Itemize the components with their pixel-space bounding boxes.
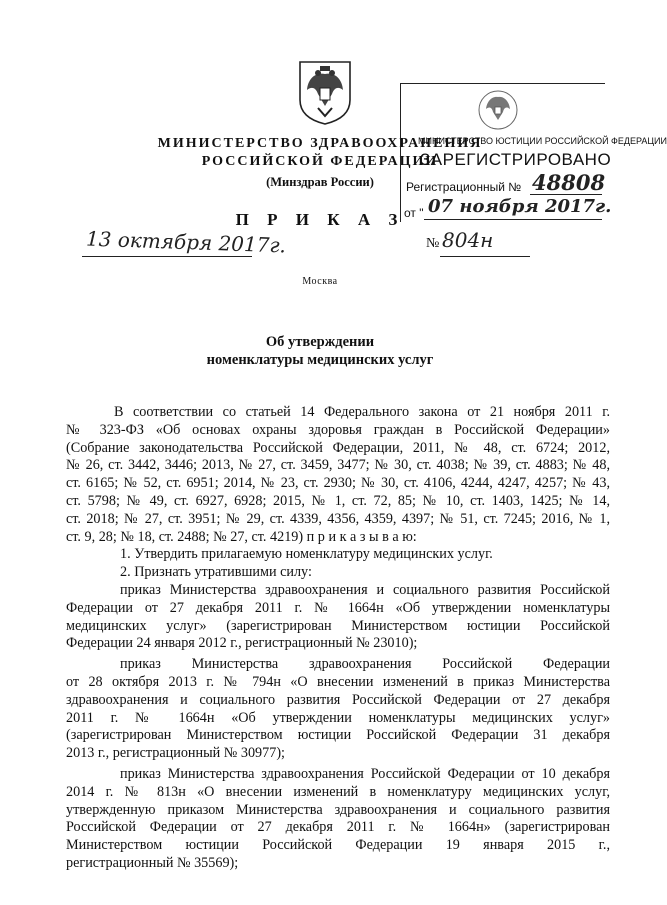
body-line: медицинских услуг» (зарегистрирован Министерством юстиции Российской (66, 617, 610, 634)
stamp-reg-number: 48808 (532, 170, 606, 195)
body-line: от 28 октября 2013 г. № 794н «О внесении изменений в приказ Министерства (66, 673, 610, 690)
order-number-handwritten: 804н (442, 228, 494, 252)
date-underline (82, 256, 252, 257)
ministry-name-line2: РОССИЙСКОЙ ФЕДЕРАЦИИ (201, 154, 439, 169)
stamp-reg-date: 07 ноября 2017г. (428, 196, 612, 217)
body-line: ст. 6165; № 52, ст. 6951; 2014, № 23, ст. 2930; № 30, ст. 4106, 4244, 4247, 4257; № 43, (66, 475, 610, 492)
city: Москва (302, 276, 338, 287)
body-line: 2013 г., регистрационный № 30977); (66, 745, 285, 762)
body-line: (зарегистрирован Министерством юстиции Российской Федерации 31 декабря (66, 727, 610, 744)
body-line: 2011 г. № 1664н «Об утверждении номенклатуры медицинских услуг» (66, 709, 610, 726)
stamp-date-underline (424, 219, 602, 220)
body-line: Министерством юстиции Российской Федерации 19 января 2015 г., (66, 837, 610, 854)
body-item-1: 1. Утвердить прилагаемую номенклатуру медицинских услуг. (120, 546, 493, 563)
stamp-registered: ЗАРЕГИСТРИРОВАНО (420, 150, 612, 169)
body-item-2: 2. Признать утратившими силу: (120, 564, 312, 581)
order-number-label: № (426, 236, 440, 251)
body-line: приказ Министерства здравоохранения Российской Федерации (120, 656, 610, 673)
stamp-ministry: МИНИСТЕРСТВО ЮСТИЦИИ РОССИЙСКОЙ ФЕДЕРАЦИИ (418, 136, 667, 146)
body-line: № 323-ФЗ «Об основах охраны здоровья граждан в Российской Федерации» (66, 421, 610, 438)
body-line: регистрационный № 35569); (66, 854, 239, 871)
coat-of-arms-icon (296, 60, 354, 126)
stamp-reg-number-label: Регистрационный № (406, 180, 522, 194)
body-line: Федерации от 27 декабря 2011 г. № 1664н «Об утверждении номенклатуры (66, 599, 610, 616)
body-line: В соответствии со статьей 14 Федерального закона от 21 ноября 2011 г. (114, 404, 610, 420)
document-body (66, 404, 610, 873)
body-line: № 26, ст. 3442, 3446; 2013, № 27, ст. 3459, 3477; № 30, ст. 4038; № 39, ст. 4883; № 48, (66, 457, 610, 474)
stamp-number-underline (530, 194, 602, 195)
body-line: Российской Федерации от 27 декабря 2011 г. № 1664н» (зарегистрирован (66, 819, 610, 836)
body-line: (Собрание законодательства Российской Федерации, 2011, № 48, ст. 6724; 2012, (66, 439, 610, 456)
stamp-from-label: от " (404, 206, 424, 220)
doc-heading-line1: Об утверждении (265, 334, 375, 350)
body-line: приказ Министерства здравоохранения Российской Федерации от 10 декабря (120, 765, 610, 782)
ministry-short-name: (Минздрав России) (266, 175, 374, 189)
body-line: здравоохранения и социального развития Российской Федерации от 27 декабря (66, 691, 610, 708)
body-line: ст. 2018; № 27, ст. 3951; № 29, ст. 4339, 4356, 4359, 4397; № 51, ст. 7245; 2016, № 1, (66, 510, 610, 527)
body-line: утвержденную приказом Министерства здравоохранения и социального развития (66, 801, 610, 818)
order-date-handwritten: 13 октября 2017г. (85, 226, 287, 258)
body-line: Федерации 24 января 2012 г., регистрационный № 23010); (66, 635, 418, 652)
order-title: П Р И К А З (235, 210, 405, 229)
ministry-name-line1: МИНИСТЕРСТВО ЗДРАВООХРАНЕНИЯ (157, 136, 483, 151)
body-line: ст. 5798; № 49, ст. 6927, 6928; 2015, № 1, ст. 72, 85; № 10, ст. 1403, 1425; № 14, (66, 492, 610, 509)
stamp-emblem-icon (477, 89, 519, 131)
body-line: ст. 9, 28; № 18, ст. 2488; № 27, ст. 4219) п р и к а з ы в а ю: (66, 528, 417, 545)
body-line: 2014 г. № 813н «О внесении изменений в номенклатуру медицинских услуг, (66, 783, 610, 800)
doc-heading-line2: номенклатуры медицинских услуг (206, 352, 434, 368)
number-underline (440, 256, 530, 257)
body-line: приказ Министерства здравоохранения и социального развития Российской (120, 581, 610, 598)
